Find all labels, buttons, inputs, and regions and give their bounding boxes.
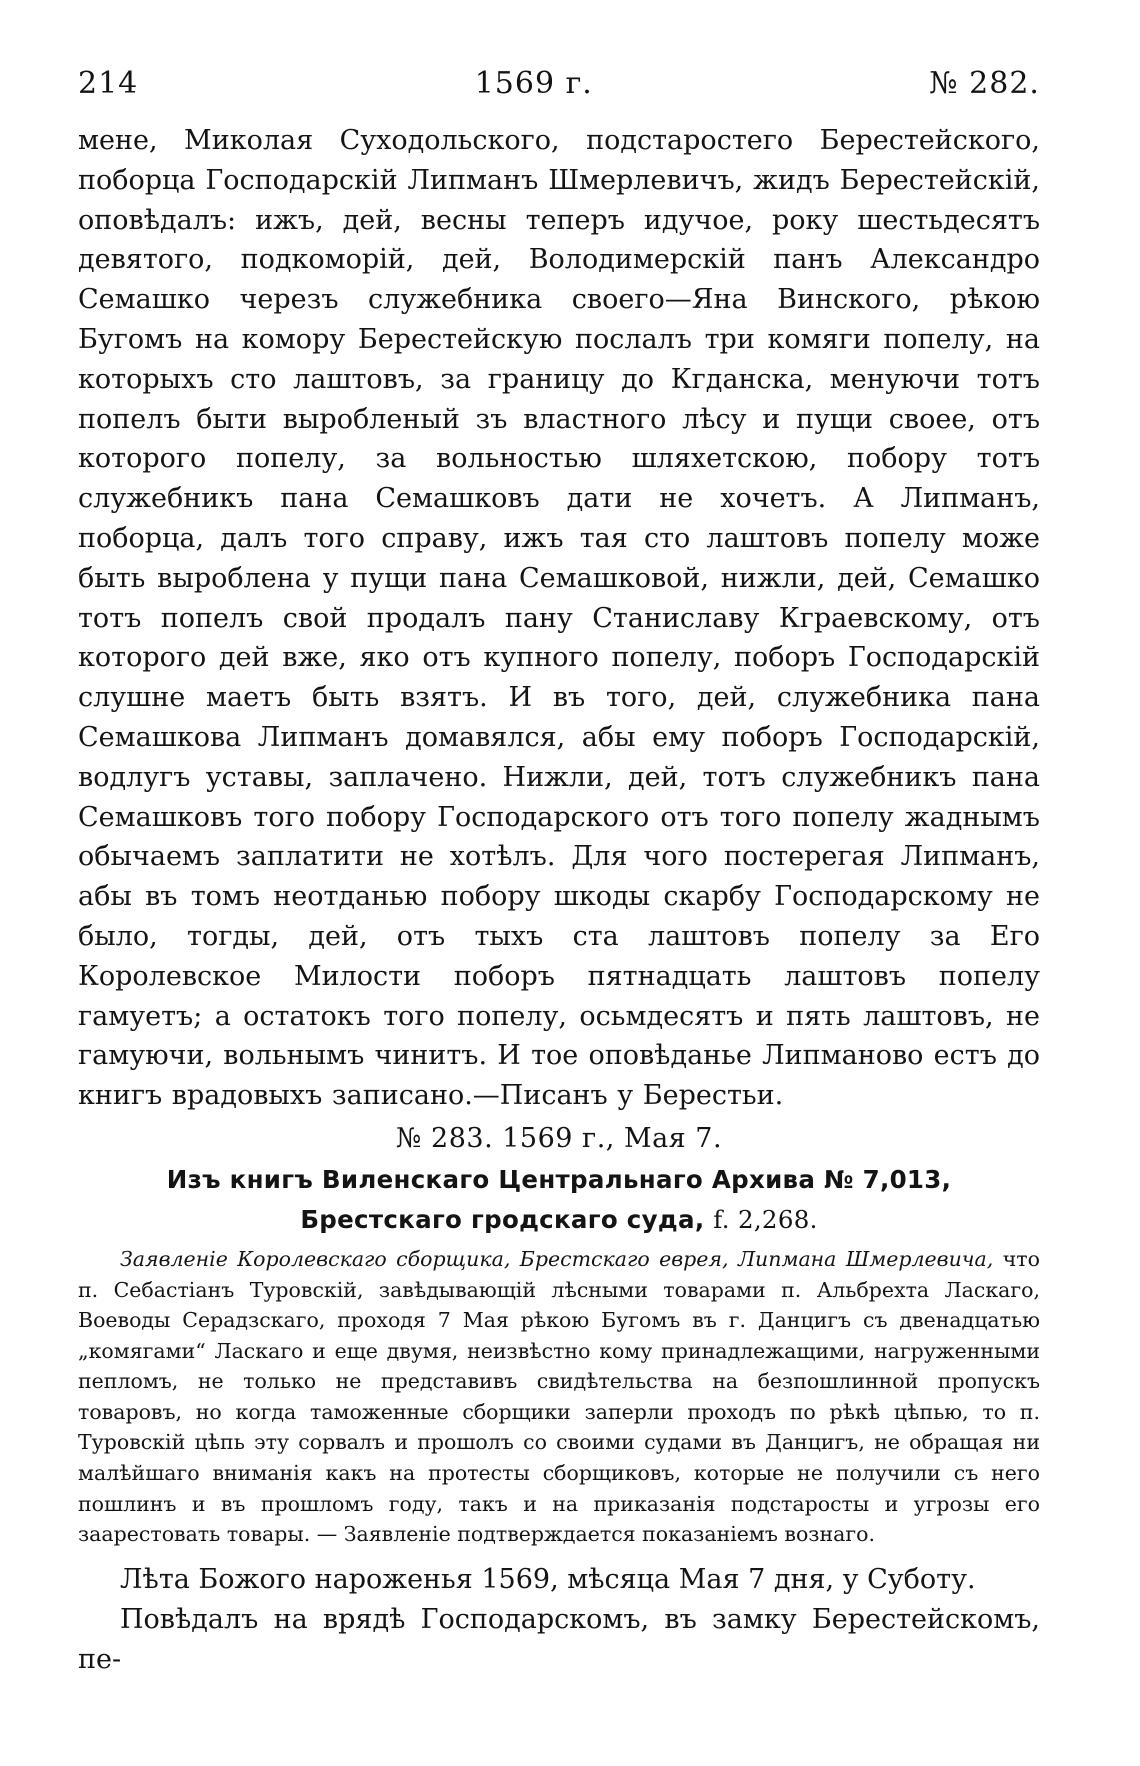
- document-282-continuation: [78, 121, 1040, 1116]
- header-year: 1569 г.: [474, 66, 593, 101]
- act-opening-line: Лѣта Божого нароженья 1569, мѣсяца Мая 7 дня, у Суботу.: [120, 1563, 976, 1595]
- document-283-source-heading: [78, 1160, 1040, 1240]
- summary-text: что п. Себастіанъ Туровскій, завѣдывающій лѣсными товарами п. Альбрехта Ласкаго, Воеводы Серадзскаго, проходя 7 Мая рѣкою Бугомъ въ г. Данцигъ съ двенадцатью „комягами“ Ласкаго и еще двумя, неизвѣстно кому принадлежащими, нагруженными пепломъ, не только не представивъ свидѣтельства на безпошлинной пропускъ товаровъ, но когда таможенные сборщики заперли проходъ по рѣкѣ цѣпью, то п. Туровскій цѣпь эту сорвалъ и прошолъ со своими судами въ Данцигъ, не обращая ни малѣйшаго вниманія какъ на протесты сборщиковъ, которые не получили съ него пошлинъ и въ прошломъ году, такъ и на приказанія подстаросты и угрозы его заарестовать товары. — Заявленіе подтверждается показаніемъ вознаго.: [78, 1246, 1040, 1547]
- running-header: [78, 66, 1040, 101]
- source-heading-text: Изъ книгъ Виленскаго Центральнаго Архива № 7,013, Брестскаго гродскаго суда,: [166, 1164, 952, 1234]
- header-document-number: № 282.: [929, 66, 1040, 101]
- act-second-line: Повѣдалъ на врядѣ Господарскомъ, въ замку Берестейскомъ, пе-: [78, 1603, 1040, 1675]
- archive-folio-reference: f. 2,268.: [713, 1204, 818, 1234]
- document-283-number-line: № 283. 1569 г., Мая 7.: [395, 1122, 723, 1154]
- page-number: 214: [78, 66, 139, 101]
- document-283-summary: [78, 1244, 1040, 1550]
- summary-lead: Заявленіе Королевскаго сборщика, Брестскаго еврея, Липмана Шмерлевича,: [120, 1246, 994, 1271]
- document-282-text: мене, Миколая Суходольского, подстаростего Берестейского, поборца Господарскій Липманъ Шмерлевичъ, жидъ Берестейскій, оповѣдалъ: ижъ, дей, весны теперъ идучое, року шестьдесятъ девятого, подкоморій, дей, Володимерскій панъ Александро Семашко черезъ служебника своего—Яна Винского, рѣкою Бугомъ на комору Берестейскую послалъ три комяги попелу, на которыхъ сто лаштовъ, за границу до Кгданска, менуючи тотъ попелъ быти выробленый зъ властного лѣсу и пущи своее, отъ которого попелу, за вольностью шляхетскою, побору тотъ служебникъ пана Семашковъ дати не хочетъ. А Липманъ, поборца, далъ того справу, ижъ тая сто лаштовъ попелу може быть выроблена у пущи пана Семашковой, нижли, дей, Семашко тотъ попелъ свой продалъ пану Станиславу Кграевскому, отъ которого дей вже, яко отъ купного попелу, поборъ Господарскій слушне маетъ быть взятъ. И въ того, дей, служебника пана Семашкова Липманъ домавялся, абы ему поборъ Господарскій, водлугъ уставы, заплачено. Нижли, дей, тотъ служебникъ пана Семашковъ того побору Господарского отъ того попелу жаднымъ обычаемъ заплатити не хотѣлъ. Для чого постерегая Липманъ, абы въ томъ неотданью побору шкоды скарбу Господарскому не было, тогды, дей, отъ тыхъ ста лаштовъ попелу за Его Королевское Милости поборъ пятнадцать лаштовъ попелу гамуетъ; а остатокъ того попелу, осьмдесятъ и пять лаштовъ, не гамуючи, вольнымъ чинитъ. И тое оповѣданье Липманово естъ до книгъ врадовыхъ записано.—Писанъ у Берестьи.: [78, 125, 1040, 1112]
